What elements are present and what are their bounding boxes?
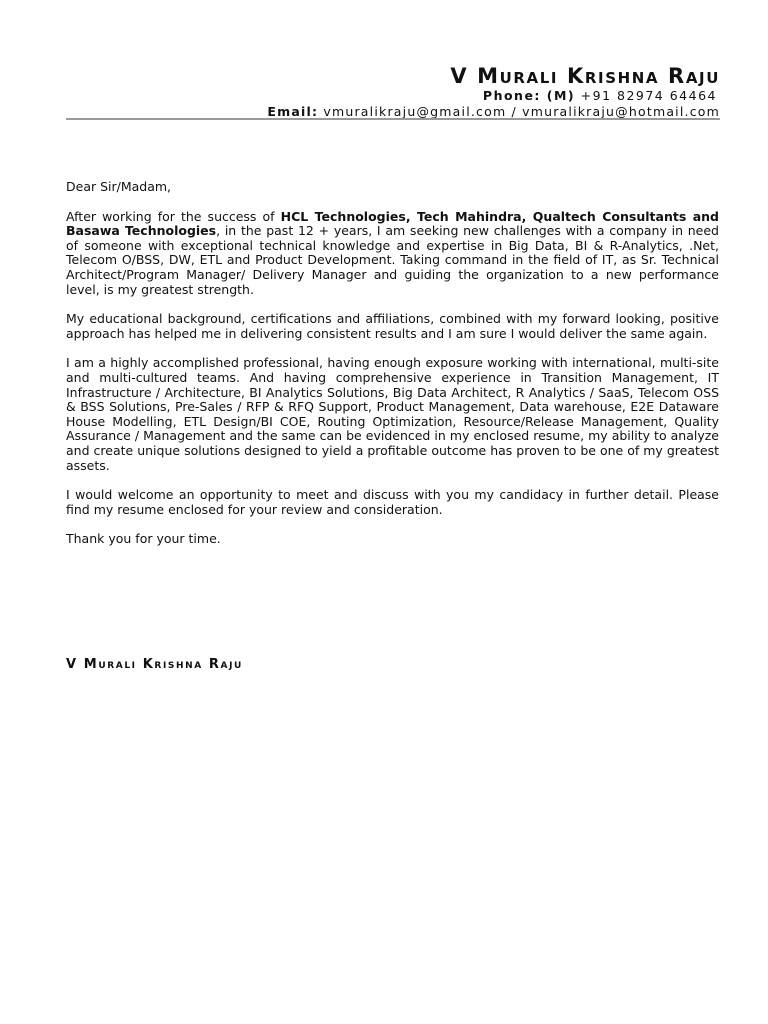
header-divider bbox=[66, 118, 720, 120]
signature-name: V Murali Krishna Raju bbox=[66, 657, 243, 672]
salutation: Dear Sir/Madam, bbox=[66, 179, 172, 194]
closing-line: Thank you for your time. bbox=[66, 531, 221, 547]
paragraph-experience-rest: , in the past 12 + years, I am seeking new challenges with a company in need of someone with exceptional technical knowledge and expertise in Big Data, BI & R-Analytics, .Net, Telecom O/BSS, DW, ETL and Product Development. Taking command in the field of IT, as Sr. Technical Architect/Program Manager/ Delivery Manager and guiding the organization to a new performance level, is my greatest strength. bbox=[66, 223, 719, 297]
phone-line bbox=[66, 88, 720, 104]
paragraph-request: I would welcome an opportunity to meet and discuss with you my candidacy in further detail. Please find my resume enclosed for your review and consideration. bbox=[66, 487, 719, 517]
paragraph-expertise: I am a highly accomplished professional, having enough exposure working with international, multi-site and multi-cultured teams. And having comprehensive experience in Transition Management, IT Infrastructure / Architecture, BI Analytics Solutions, Big Data Architect, R Analytics / SaaS, Telecom OSS & BSS Solutions, Pre-Sales / RFP & RFQ Support, Product Management, Data warehouse, E2E Dataware House Modelling, ETL Design/BI COE, Routing Optimization, Resource/Release Management, Quality Assurance / Management and the same can be evidenced in my enclosed resume, my ability to analyze and create unique solutions designed to yield a profitable outcome has proven to be one of my greatest assets. bbox=[66, 355, 719, 473]
letter-body bbox=[66, 180, 719, 562]
paragraph-experience-intro: After working for the success of bbox=[66, 208, 281, 224]
phone-number: +91 82974 64464 bbox=[580, 88, 717, 103]
phone-label: Phone: (M) bbox=[482, 88, 576, 103]
letter-header bbox=[66, 64, 720, 120]
company-names: HCL Technologies, Tech Mahindra, Qualtech Consultants and Basawa Technologies bbox=[66, 208, 719, 239]
paragraph-education: My educational background, certifications and affiliations, combined with my forward looking, positive approach has helped me in delivering consistent results and I am sure I would deliver the same again. bbox=[66, 311, 719, 341]
email-addresses: vmuralikraju@gmail.com / vmuralikraju@hotmail.com bbox=[323, 104, 720, 119]
email-label: Email: bbox=[267, 104, 319, 119]
sender-name: V Murali Krishna Raju bbox=[450, 64, 720, 88]
paragraph-experience bbox=[66, 210, 719, 298]
